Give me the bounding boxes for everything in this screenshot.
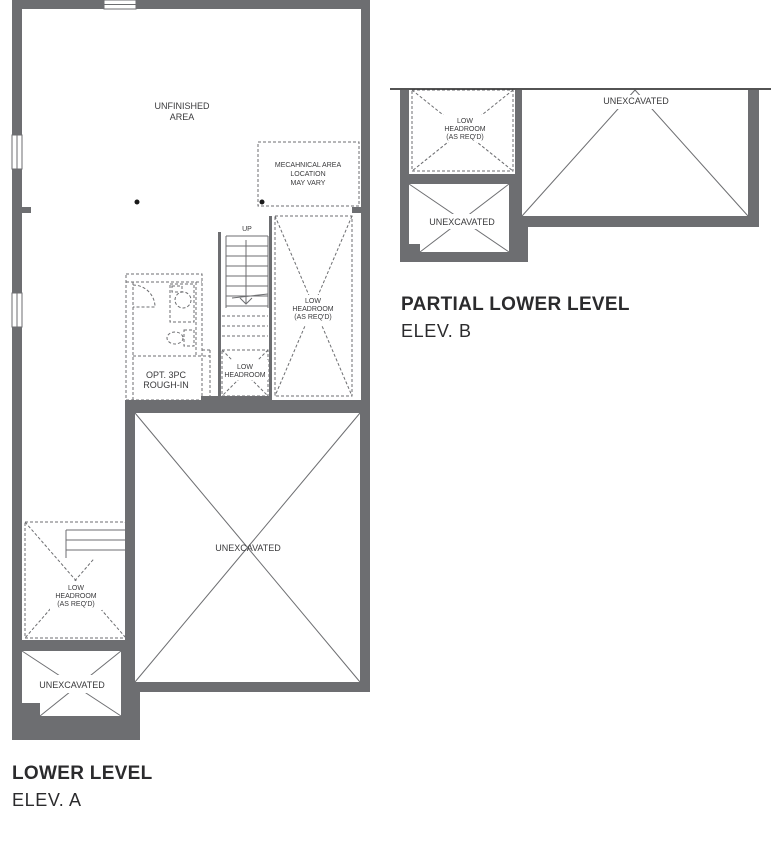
mechanical-area-label-2: LOCATION: [290, 171, 326, 178]
mechanical-area-label-3: MAY VARY: [290, 180, 326, 187]
low-headroom-left-label-2: HEADROOM: [55, 593, 97, 600]
partial-unexcavated-right-label: UNEXCAVATED: [603, 96, 669, 106]
wall-stub-left: [22, 207, 31, 213]
stair-wall-bottom: [201, 396, 272, 404]
low-headroom-left-label-1: LOW: [68, 585, 84, 592]
bath-label-1: OPT. 3PC: [145, 370, 187, 380]
unexcavated-main-label: UNEXCAVATED: [215, 543, 281, 553]
partial-low-headroom-label-3: (AS REQ'D): [446, 134, 484, 141]
unexcavated-small-label: UNEXCAVATED: [39, 680, 105, 690]
low-headroom-stair-label-1: LOW: [237, 364, 253, 371]
partial-low-headroom-label-2: HEADROOM: [444, 126, 486, 133]
bath-label-2: ROUGH-IN: [143, 380, 189, 390]
stair-wall-left: [218, 232, 221, 398]
support-post: [260, 200, 265, 205]
wall-stub-right: [352, 207, 361, 213]
low-headroom-left-label-3: (AS REQ'D): [57, 601, 95, 608]
stair-up-label: UP: [242, 226, 252, 233]
low-headroom-stair-label-2: HEADROOM: [224, 372, 266, 379]
lower-level-plan: [12, 0, 370, 740]
stair-landing-left: [66, 523, 125, 559]
partial-lower-level-plan: [390, 89, 771, 262]
partial-lower-level-subtitle: ELEV. B: [401, 321, 472, 341]
unfinished-area-label-1: UNFINISHED: [154, 101, 210, 111]
low-headroom-right-label-2: HEADROOM: [292, 306, 334, 313]
lower-level-subtitle: ELEV. A: [12, 790, 82, 810]
lower-level-title: LOWER LEVEL: [12, 763, 153, 784]
stair-wall-right: [269, 216, 272, 398]
low-headroom-right-label-3: (AS REQ'D): [294, 314, 332, 321]
unfinished-area-label-2: AREA: [169, 112, 195, 122]
low-headroom-right-label-1: LOW: [305, 298, 321, 305]
partial-lower-level-title: PARTIAL LOWER LEVEL: [401, 294, 630, 315]
partial-unexcavated-left-label: UNEXCAVATED: [429, 217, 495, 227]
mechanical-area-label-1: MECAHNICAL AREA: [274, 162, 342, 169]
support-post: [135, 200, 140, 205]
partial-low-headroom-label-1: LOW: [457, 118, 473, 125]
